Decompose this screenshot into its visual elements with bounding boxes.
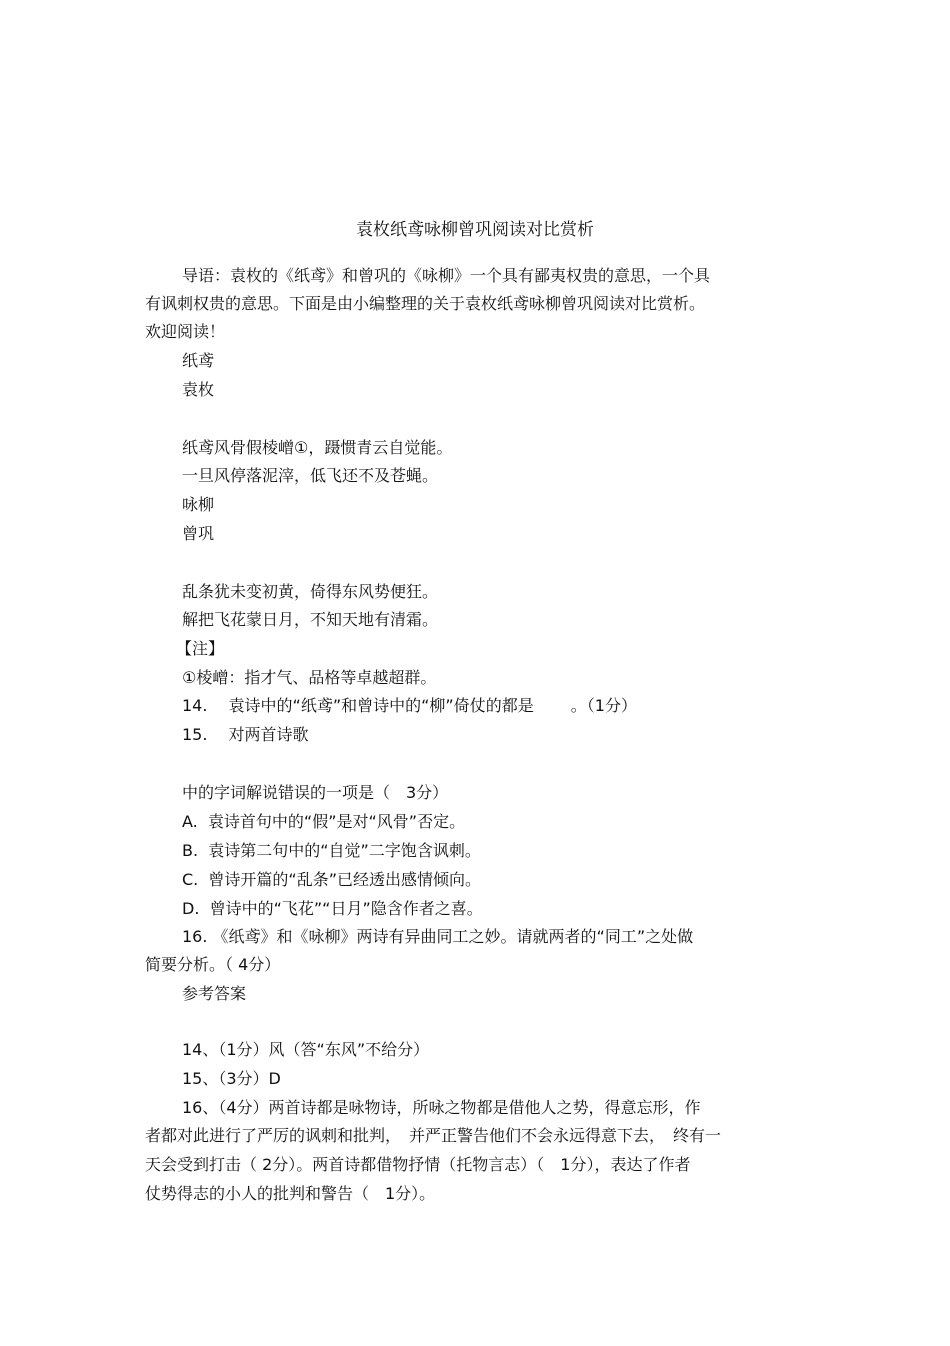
note-label: 【注】 [176,639,225,658]
answer-14: 14、（1分）风（答“东风”不给分） [182,1040,430,1059]
option-b: B. 袁诗第二句中的“自觉”二字饱含讽刺。 [182,841,481,860]
question-14: 14. 袁诗中的“纸鸢”和曾诗中的“柳”倚仗的都是 。（1分） [182,696,637,715]
question-15-continued: 中的字词解说错误的一项是（ 3分） [182,783,449,802]
poem-line: 解把飞花蒙日月，不知天地有清霜。 [182,610,439,629]
page-title: 袁枚纸鸢咏柳曾巩阅读对比赏析 [356,220,594,240]
option-c: C. 曾诗开篇的“乱条”已经透出感情倾向。 [182,870,482,889]
intro-line: 有讽刺权贵的意思。下面是由小编整理的关于袁枚纸鸢咏柳曾巩阅读对比赏析。 [145,294,706,313]
poem-author: 袁枚 [182,380,215,399]
poem-author: 曾巩 [182,524,215,543]
poem-line: 一旦风停落泥滓，低飞还不及苍蝇。 [182,466,439,485]
question-16: 简要分析。（ 4分） [145,955,281,974]
answer-15: 15、（3分）D [182,1069,281,1088]
question-16: 16. 《纸鸢》和《咏柳》两诗有异曲同工之妙。请就两者的“同工”之处做 [182,927,694,946]
intro-line: 导语：袁枚的《纸鸢》和曾巩的《咏柳》一个具有鄙夷权贵的意思，一个具 [182,266,711,285]
note-text: ①棱嶒：指才气、品格等卓越超群。 [182,668,437,687]
answer-16: 仗势得志的小人的批判和警告（ 1分）。 [145,1184,436,1203]
option-a: A. 袁诗首句中的“假”是对“风骨”否定。 [182,812,466,831]
poem-line: 乱条犹未变初黄，倚得东风势便狂。 [182,582,439,601]
poem-title: 咏柳 [182,495,215,514]
question-15: 15. 对两首诗歌 [182,725,309,744]
poem-title: 纸鸢 [182,351,215,370]
option-d: D. 曾诗中的“飞花”“日月”隐含作者之喜。 [182,899,483,918]
answers-label: 参考答案 [182,984,247,1003]
answer-16: 16、（4分）两首诗都是咏物诗，所咏之物都是借他人之势，得意忘形，作 [182,1098,701,1117]
intro-line: 欢迎阅读！ [145,322,226,341]
poem-line: 纸鸢风骨假棱嶒①，蹑惯青云自觉能。 [182,438,453,457]
answer-16: 天会受到打击（ 2分）。两首诗都借物抒情（托物言志）（ 1分），表达了作者 [145,1155,691,1174]
answer-16: 者都对此进行了严厉的讽刺和批判， 并严正警告他们不会永远得意下去， 终有一 [145,1126,722,1145]
